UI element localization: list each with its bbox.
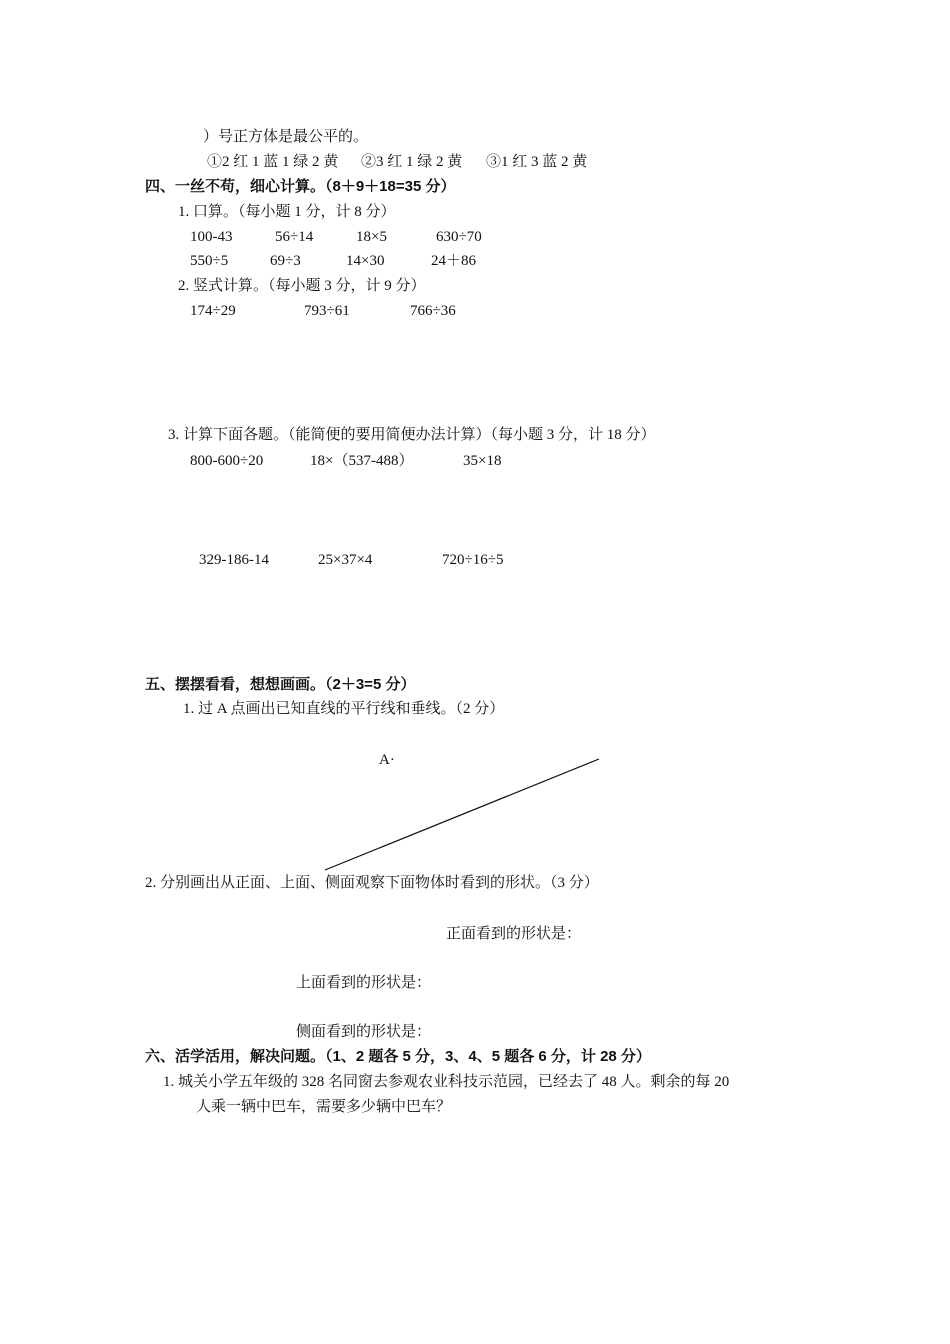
expression: 14×30 [346, 253, 385, 269]
subquestion-title: 2. 竖式计算。（每小题 3 分，计 9 分） [178, 278, 426, 294]
expression: 24＋86 [431, 253, 477, 269]
subquestion-title: 2. 分别画出从正面、上面、侧面观察下面物体时看到的形状。（3 分） [145, 875, 599, 891]
expression: 174÷29 [190, 303, 236, 319]
top-view-label: 上面看到的形状是： [296, 975, 432, 991]
expression: 25×37×4 [318, 552, 373, 568]
section-6-heading: 六、活学活用，解决问题。（1、2 题各 5 分，3、4、5 题各 6 分，计 28 分） [145, 1048, 651, 1065]
expression: 329-186-14 [199, 552, 269, 568]
option-3: ③1 红 3 蓝 2 黄 [486, 154, 588, 170]
expression: 766÷36 [410, 303, 456, 319]
subquestion-title: 1. 口算。（每小题 1 分，计 8 分） [178, 204, 396, 220]
expression: 35×18 [463, 453, 502, 469]
expression: 56÷14 [275, 229, 314, 245]
option-2: ②3 红 1 绿 2 黄 [361, 154, 463, 170]
question-text: ）号正方体是最公平的。 [203, 129, 369, 145]
expression: 550÷5 [190, 253, 229, 269]
word-problem-line: 人乘一辆中巴车，需要多少辆中巴车？ [196, 1099, 452, 1115]
section-5-heading: 五、摆摆看看，想想画画。（2＋3=5 分） [145, 676, 416, 693]
front-view-label: 正面看到的形状是： [446, 926, 582, 942]
expression: 69÷3 [270, 253, 301, 269]
subquestion-title: 3. 计算下面各题。（能简便的要用简便办法计算）（每小题 3 分，计 18 分） [168, 427, 656, 443]
side-view-label: 侧面看到的形状是： [296, 1024, 432, 1040]
expression: 720÷16÷5 [442, 552, 504, 568]
point-a-label: A· [379, 752, 395, 768]
expression: 18×5 [356, 229, 387, 245]
expression: 18×（537-488） [310, 453, 414, 469]
expression: 800-600÷20 [190, 453, 264, 469]
expression: 100-43 [190, 229, 233, 245]
expression: 793÷61 [304, 303, 350, 319]
word-problem-line: 1. 城关小学五年级的 328 名同窗去参观农业科技示范园，已经去了 48 人。剩余的每 20 [163, 1074, 730, 1090]
section-4-heading: 四、一丝不苟，细心计算。（8＋9＋18=35 分） [145, 178, 456, 195]
option-1: ①2 红 1 蓝 1 绿 2 黄 [207, 154, 339, 170]
subquestion-title: 1. 过 A 点画出已知直线的平行线和垂线。（2 分） [183, 701, 505, 717]
given-straight-line [325, 759, 599, 870]
expression: 630÷70 [436, 229, 482, 245]
